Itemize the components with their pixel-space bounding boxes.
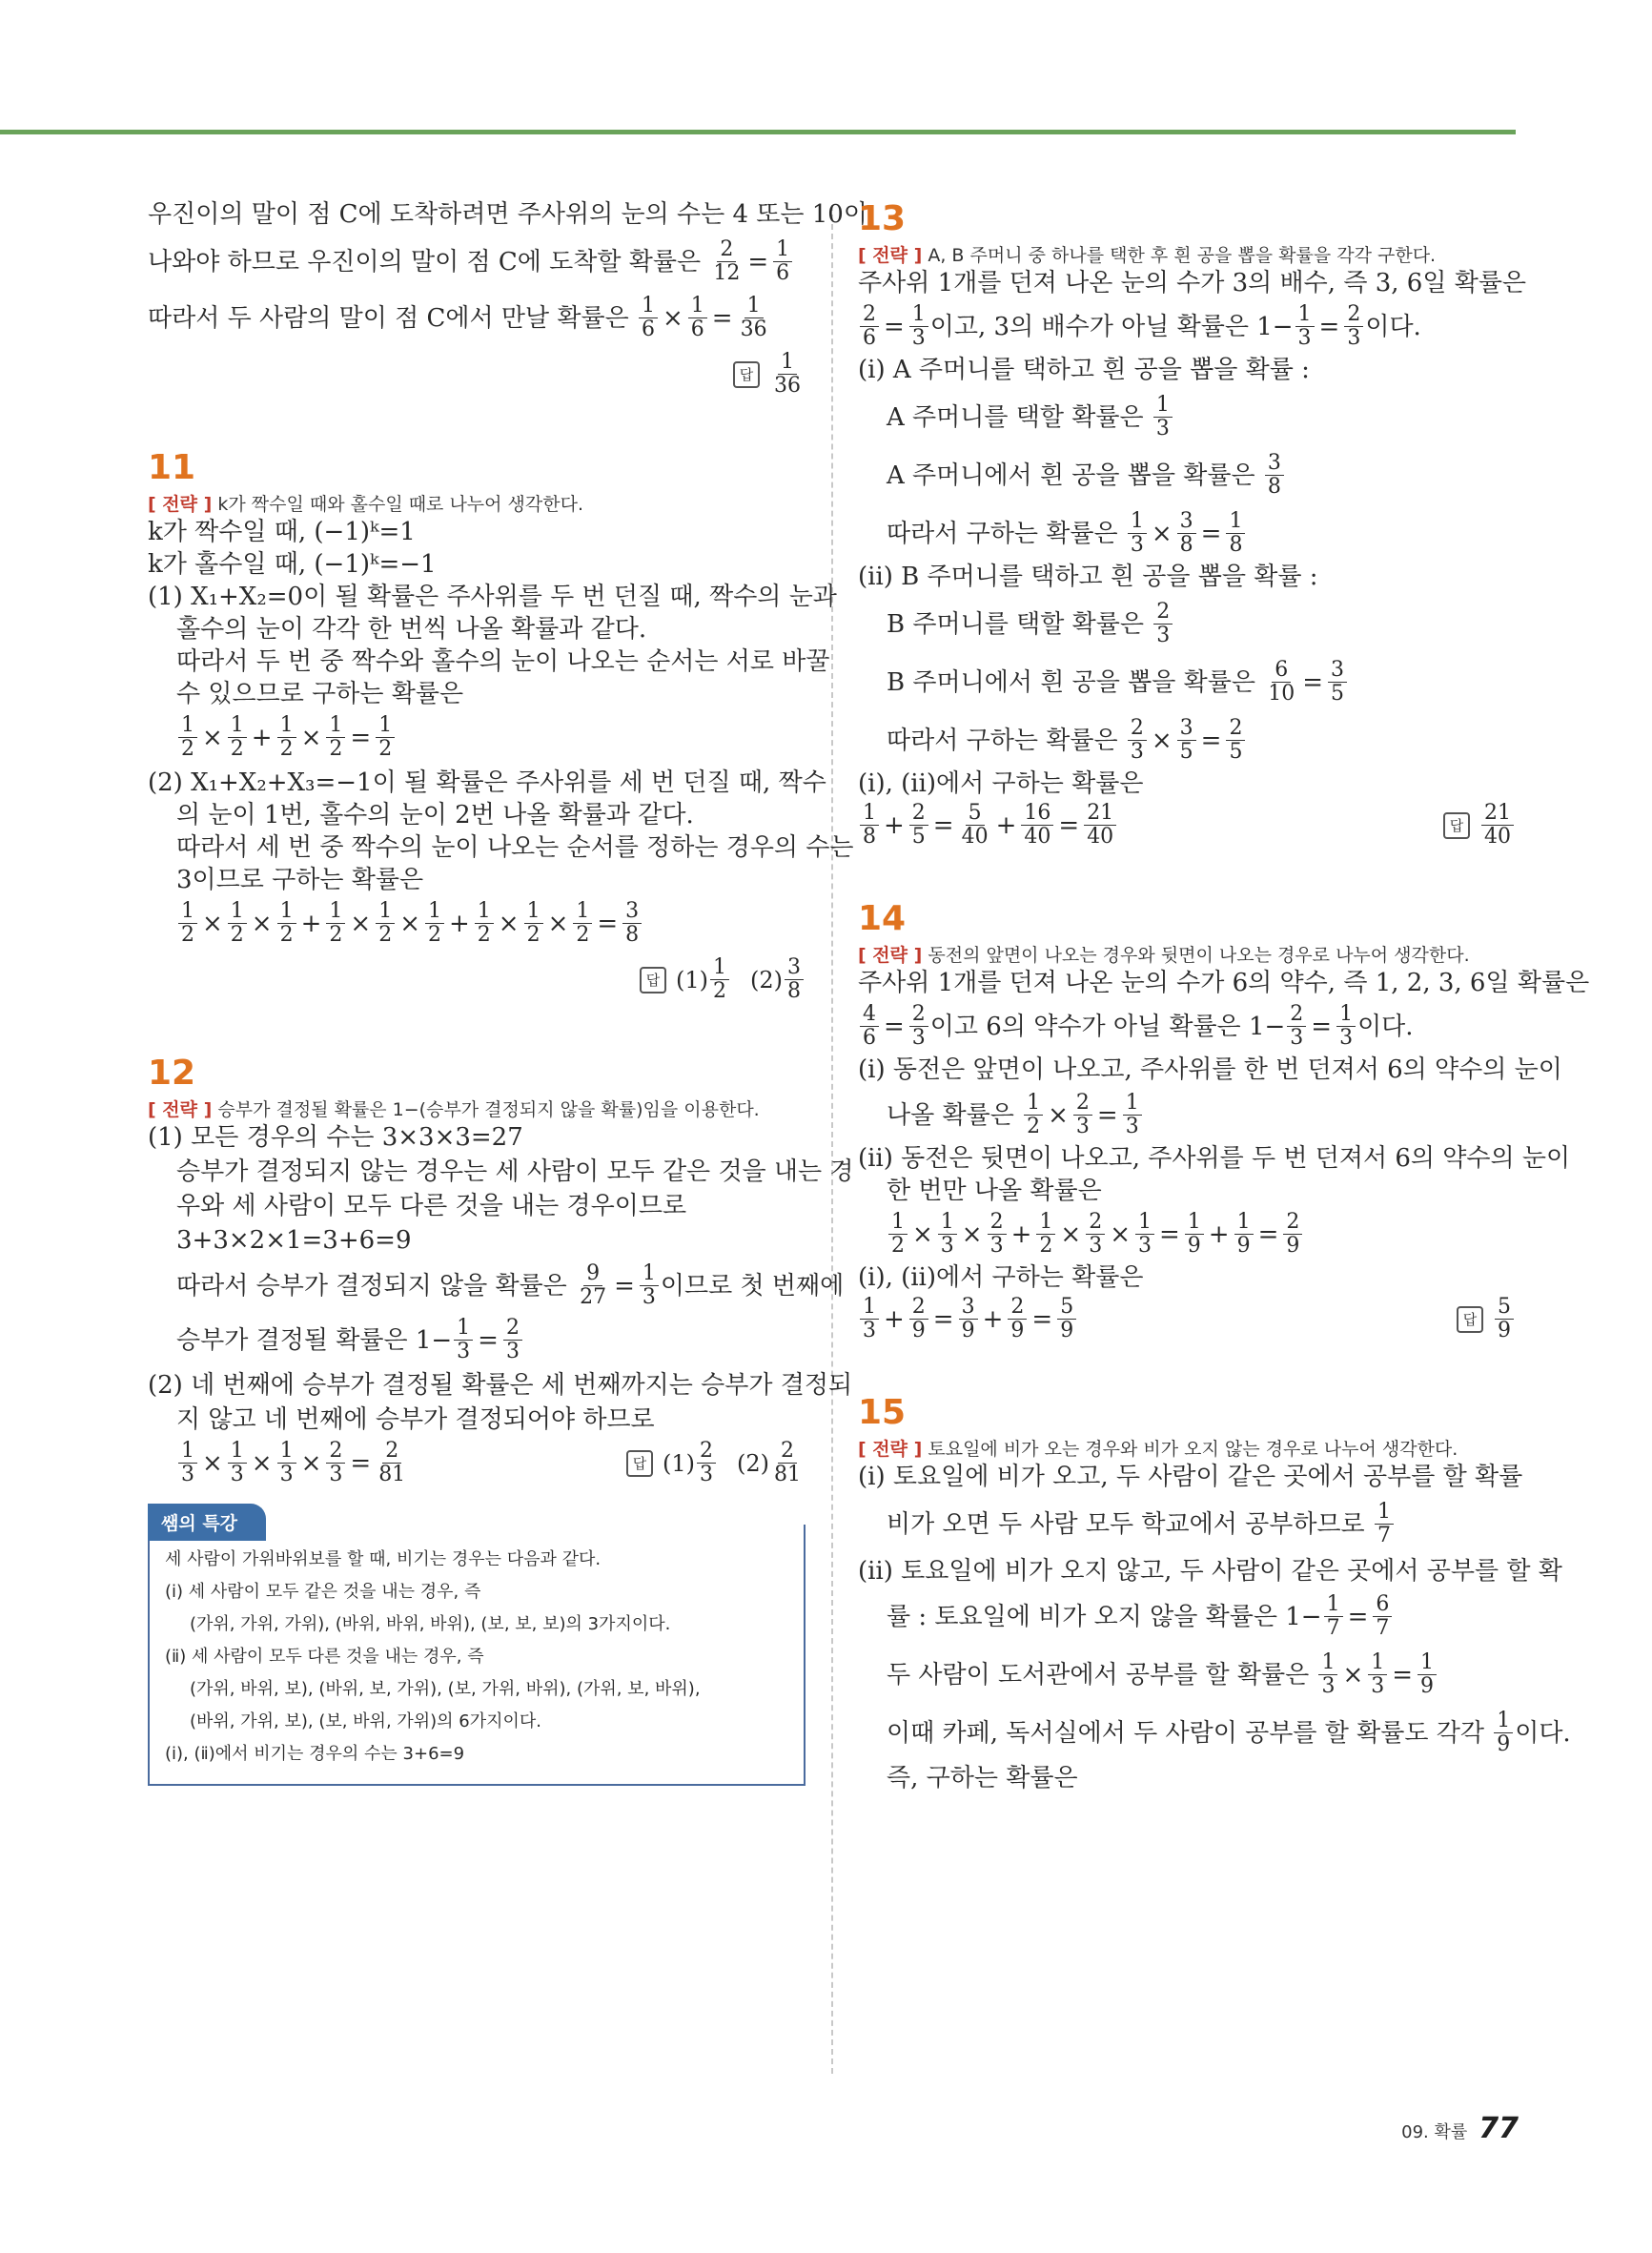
equation: $\frac{1}{3}$ × $\frac{1}{3}$ × $\frac{1}{3}$ × $\frac{2}{3}$ = $\frac{2}{81}$	[148, 1440, 410, 1486]
text-line: (바위, 가위, 보), (보, 바위, 가위)의 6가지이다.	[190, 1711, 542, 1731]
text-line: 3이므로 구하는 확률은	[176, 866, 424, 894]
text-line: 비가 오면 두 사람 모두 학교에서 공부하므로 $\frac{1}{7}$	[858, 1501, 1516, 1547]
text-line: 홀수의 눈이 각각 한 번씩 나올 확률과 같다.	[176, 615, 647, 644]
answer: 답 $\frac{21}{40}$	[1443, 802, 1516, 849]
text-line: 따라서 두 번 중 짝수와 홀수의 눈이 나오는 순서는 서로 바꿀	[176, 647, 830, 676]
text-line: 3+3×2×1=3+6=9	[176, 1226, 412, 1255]
text-line: (가위, 가위, 가위), (바위, 바위, 바위), (보, 보, 보)의 3가지이다.	[190, 1614, 671, 1634]
text-line: B 주머니를 택할 확률은 $\frac{2}{3}$	[858, 601, 1516, 647]
question-number: 12	[148, 1054, 196, 1093]
question-number: 15	[858, 1393, 907, 1432]
page-footer	[1401, 2112, 1519, 2145]
question-number: 11	[148, 448, 196, 487]
equation: $\frac{1}{8}$ + $\frac{2}{5}$ = $\frac{5}{40}$ + $\frac{16}{40}$ = $\frac{21}{40}$	[858, 802, 1118, 849]
text-line: 수 있으므로 구하는 확률은	[176, 680, 464, 708]
equation: $\frac{1}{2}$ × $\frac{1}{3}$ × $\frac{2}{3}$ + $\frac{1}{2}$ × $\frac{2}{3}$ × $\frac{1}{3}$ = $\frac{1}{9}$ + $\frac{1}{9}$ = $\frac{2}{9}$	[858, 1211, 1516, 1258]
text-line: 주사위 1개를 던져 나온 눈의 수가 6의 약수, 즉 1, 2, 3, 6일 확률은	[858, 969, 1590, 997]
text-line: 지 않고 네 번째에 승부가 결정되어야 하므로	[176, 1405, 655, 1434]
text: 나와야 하므로 우진이의 말이 점 C에 도착할 확률은	[148, 247, 702, 277]
fraction: $\frac{2}{12}$	[713, 237, 741, 285]
text-line: $\frac{4}{6}$ = $\frac{2}{3}$ 이고 6의 약수가 아닐 확률은 1− $\frac{2}{3}$ = $\frac{1}{3}$ 이다.	[858, 1003, 1516, 1050]
left-column	[148, 200, 867, 1786]
text-line: 나올 확률은 $\frac{1}{2}$ × $\frac{2}{3}$ = $\frac{1}{3}$	[858, 1092, 1516, 1138]
chapter-label: 09. 확률	[1401, 2122, 1468, 2142]
text-line: B 주머니에서 흰 공을 뽑을 확률은 $\frac{6}{10}$ = $\frac{3}{5}$	[858, 659, 1516, 706]
text-line: (ⅰ) 토요일에 비가 오고, 두 사람이 같은 곳에서 공부를 할 확률	[858, 1463, 1523, 1491]
header-rule	[0, 130, 1516, 134]
q10-continuation	[148, 200, 867, 398]
answer-icon: 답	[1457, 1306, 1483, 1333]
fraction: $\frac{1}{6}$	[773, 238, 792, 285]
question-12	[148, 1054, 854, 1486]
text-line: (ⅰ), (ⅱ)에서 구하는 확률은	[858, 769, 1144, 798]
question-14	[858, 899, 1590, 1342]
text-line: k가 짝수일 때, (−1)ᵏ=1	[148, 518, 416, 546]
text-line: 우진이의 말이 점 C에 도착하려면 주사위의 눈의 수는 4 또는 10이	[148, 200, 867, 229]
text: 따라서 두 사람의 말이 점 C에서 만날 확률은	[148, 303, 629, 333]
equation: $\frac{1}{2}$ × $\frac{1}{2}$ × $\frac{1}{2}$ + $\frac{1}{2}$ × $\frac{1}{2}$ × $\frac{1}{2}$ + $\frac{1}{2}$ × $\frac{1}{2}$ × $\frac{1}{2}$ = $\frac{3}{8}$	[148, 900, 806, 947]
equation-row	[148, 1440, 806, 1486]
column-divider	[831, 205, 833, 2074]
text-line: 따라서 두 사람의 말이 점 C에서 만날 확률은 $\frac{1}{6}$ × $\frac{1}{6}$ = $\frac{1}{36}$	[148, 294, 767, 341]
text-line: 두 사람이 도서관에서 공부를 할 확률은 $\frac{1}{3}$ × $\frac{1}{3}$ = $\frac{1}{9}$	[858, 1651, 1516, 1698]
text-line: (1) 모든 경우의 수는 3×3×3=27	[148, 1123, 523, 1152]
text-line: 따라서 구하는 확률은 $\frac{1}{3}$ × $\frac{3}{8}$ = $\frac{1}{8}$	[858, 510, 1516, 557]
answer-icon: 답	[626, 1450, 653, 1477]
strategy: [ 전략 ] 토요일에 비가 오는 경우와 비가 오지 않는 경우로 나누어 생각한다.	[858, 1439, 1458, 1460]
answer: 답 (1) $\frac{2}{3}$ (2) $\frac{2}{81}$	[626, 1440, 806, 1486]
answer: 답 $\frac{5}{9}$	[1457, 1296, 1516, 1342]
note-title: 쌤의 특강	[148, 1504, 266, 1541]
text-line: (ⅱ) 세 사람이 모두 다른 것을 내는 경우, 즉	[165, 1647, 484, 1667]
text-line: 률 : 토요일에 비가 오지 않을 확률은 1− $\frac{1}{7}$ = $\frac{6}{7}$	[858, 1593, 1516, 1640]
text-line: 승부가 결정되지 않는 경우는 세 사람이 모두 같은 것을 내는 경	[176, 1157, 854, 1186]
answer-icon: 답	[640, 967, 666, 993]
text-line: (ⅱ) 토요일에 비가 오지 않고, 두 사람이 같은 곳에서 공부를 할 확	[858, 1557, 1562, 1586]
text-line: 이때 카페, 독서실에서 두 사람이 공부를 할 확률도 각각 $\frac{1}{9}$ 이다.	[887, 1709, 1571, 1756]
text-line: 주사위 1개를 던져 나온 눈의 수가 3의 배수, 즉 3, 6일 확률은	[858, 269, 1527, 297]
text-line: $\frac{2}{6}$ = $\frac{1}{3}$ 이고, 3의 배수가 아닐 확률은 1− $\frac{1}{3}$ = $\frac{2}{3}$ 이다.	[858, 303, 1516, 350]
equation-row	[858, 802, 1516, 849]
text-line: (ⅱ) B 주머니를 택하고 흰 공을 뽑을 확률 :	[858, 563, 1318, 591]
equation: $\frac{1}{3}$ + $\frac{2}{9}$ = $\frac{3}{9}$ + $\frac{2}{9}$ = $\frac{5}{9}$	[858, 1296, 1078, 1342]
text-line: 따라서 구하는 확률은 $\frac{2}{3}$ × $\frac{3}{5}$ = $\frac{2}{5}$	[858, 717, 1516, 764]
answer: 답 (1) $\frac{1}{2}$ (2) $\frac{3}{8}$	[148, 956, 806, 1003]
question-11	[148, 448, 854, 1003]
text-line: A 주머니에서 흰 공을 뽑을 확률은 $\frac{3}{8}$	[858, 452, 1516, 499]
answer-icon: 답	[733, 361, 760, 388]
text-line: 한 번만 나올 확률은	[887, 1177, 1102, 1205]
answer: 답 $\frac{1}{36}$	[148, 351, 806, 398]
text-line: k가 홀수일 때, (−1)ᵏ=−1	[148, 550, 437, 579]
equation: $\frac{1}{2}$ × $\frac{1}{2}$ + $\frac{1}{2}$ × $\frac{1}{2}$ = $\frac{1}{2}$	[148, 714, 806, 761]
text-line: (ⅰ), (ⅱ)에서 비기는 경우의 수는 3+6=9	[165, 1744, 465, 1764]
strategy: [ 전략 ] k가 짝수일 때와 홀수일 때로 나누어 생각한다.	[148, 494, 584, 515]
text-line: (가위, 바위, 보), (바위, 보, 가위), (보, 가위, 바위), (가위, 보, 바위),	[190, 1679, 701, 1699]
text-line: 세 사람이 가위바위보를 할 때, 비기는 경우는 다음과 같다.	[165, 1549, 602, 1569]
question-number: 13	[858, 199, 907, 238]
strategy: [ 전략 ] 동전의 앞면이 나오는 경우와 뒷면이 나오는 경우로 나누어 생각한다.	[858, 945, 1470, 966]
text-line: (ⅰ) A 주머니를 택하고 흰 공을 뽑을 확률 :	[858, 356, 1310, 384]
text-line: 우와 세 사람이 모두 다른 것을 내는 경우이므로	[176, 1192, 687, 1220]
text-line: 의 눈이 1번, 홀수의 눈이 2번 나올 확률과 같다.	[176, 801, 694, 830]
text-line: 따라서 승부가 결정되지 않을 확률은 $\frac{9}{27}$ = $\frac{1}{3}$ 이므로 첫 번째에	[176, 1261, 845, 1309]
page-number: 77	[1479, 2112, 1519, 2145]
strategy: [ 전략 ] A, B 주머니 중 하나를 택한 후 흰 공을 뽑을 확률을 각각 구한다.	[858, 245, 1437, 266]
strategy: [ 전략 ] 승부가 결정될 확률은 1−(승부가 결정되지 않을 확률)임을 이용한다.	[148, 1099, 760, 1120]
text-line: (ⅱ) 동전은 뒷면이 나오고, 주사위를 두 번 던져서 6의 약수의 눈이	[858, 1144, 1571, 1173]
equation-row	[858, 1296, 1516, 1342]
text-line: (ⅰ) 동전은 앞면이 나오고, 주사위를 한 번 던져서 6의 약수의 눈이	[858, 1055, 1562, 1084]
text-line: (2) X₁+X₂+X₃=−1이 될 확률은 주사위를 세 번 던질 때, 짝수	[148, 768, 826, 797]
text-line: (ⅰ), (ⅱ)에서 구하는 확률은	[858, 1263, 1144, 1292]
question-15	[858, 1393, 1571, 1792]
question-number: 14	[858, 899, 907, 938]
teacher-note-box	[148, 1513, 806, 1786]
text-line: (ⅰ) 세 사람이 모두 같은 것을 내는 경우, 즉	[165, 1582, 481, 1602]
answer-icon: 답	[1443, 812, 1470, 839]
text-line: (2) 네 번째에 승부가 결정될 확률은 세 번째까지는 승부가 결정되	[148, 1371, 853, 1400]
text-line: 따라서 세 번 중 짝수의 눈이 나오는 순서를 정하는 경우의 수는	[176, 833, 854, 862]
text-line: (1) X₁+X₂=0이 될 확률은 주사위를 두 번 던질 때, 짝수의 눈과	[148, 583, 837, 611]
text-line: 나와야 하므로 우진이의 말이 점 C에 도착할 확률은 $\frac{2}{12}$ = $\frac{1}{6}$	[148, 238, 806, 285]
text-line: A 주머니를 택할 확률은 $\frac{1}{3}$	[858, 394, 1516, 440]
text-line: 승부가 결정될 확률은 1− $\frac{1}{3}$ = $\frac{2}{3}$	[148, 1317, 806, 1363]
question-13	[858, 199, 1527, 849]
text-line: 즉, 구하는 확률은	[887, 1764, 1078, 1792]
right-column	[858, 199, 1590, 1792]
